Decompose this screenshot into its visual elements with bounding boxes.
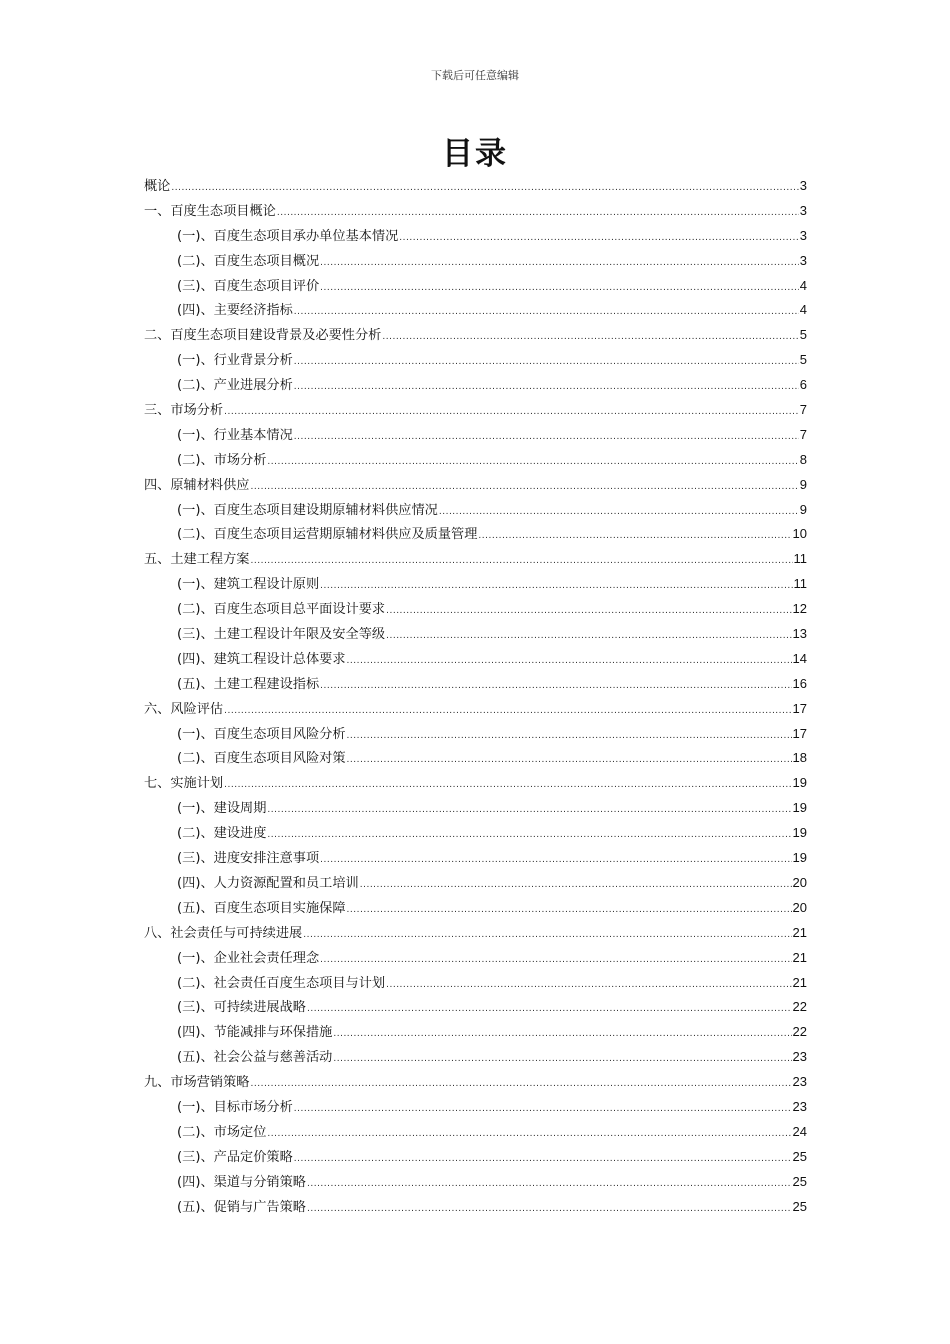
toc-entry-page-number: 21 [792,949,807,965]
toc-dot-leader [347,731,792,741]
toc-entry-page-number: 22 [792,999,807,1015]
toc-entry[interactable] [144,747,807,772]
toc-entry-label: (二)、产业进展分析 [177,378,293,394]
toc-entry[interactable] [144,996,807,1021]
toc-entry-label: (三)、土建工程设计年限及安全等级 [177,627,386,643]
toc-entry-label: (二)、市场定位 [177,1124,267,1140]
toc-entry-label: 四、原辅材料供应 [144,477,250,493]
toc-dot-leader [171,183,798,193]
toc-dot-leader [294,432,799,442]
toc-entry[interactable] [144,772,807,797]
toc-dot-leader [224,706,791,716]
toc-entry-label: (四)、人力资源配置和员工培训 [177,875,359,891]
toc-dot-leader [439,507,799,517]
toc-entry-page-number: 24 [792,1123,807,1139]
toc-entry[interactable] [144,523,807,548]
toc-entry[interactable] [144,947,807,972]
toc-entry-page-number: 25 [792,1148,807,1164]
toc-entry-page-number: 21 [792,974,807,990]
toc-entry-label: 三、市场分析 [144,403,224,419]
toc-entry-label: (五)、社会公益与慈善活动 [177,1050,333,1066]
toc-entry-label: 一、百度生态项目概论 [144,203,276,219]
toc-entry-page-number: 20 [792,874,807,890]
toc-entry-page-number: 21 [792,924,807,940]
toc-entry-page-number: 4 [799,302,807,318]
toc-entry-page-number: 18 [792,750,807,766]
toc-entry[interactable] [144,573,807,598]
toc-entry-page-number: 25 [792,1173,807,1189]
toc-entry-label: (四)、节能减排与环保措施 [177,1025,333,1041]
toc-dot-leader [333,1029,791,1039]
toc-entry-page-number: 23 [792,1074,807,1090]
toc-entry-label: (四)、主要经济指标 [177,303,293,319]
toc-dot-leader [386,980,791,990]
toc-entry[interactable] [144,1021,807,1046]
toc-entry-page-number: 3 [799,252,807,268]
toc-entry[interactable] [144,1121,807,1146]
toc-entry-label: (一)、行业背景分析 [177,353,293,369]
toc-entry-page-number: 5 [799,352,807,368]
toc-entry-label: (二)、百度生态项目风险对策 [177,751,346,767]
toc-entry[interactable] [144,250,807,275]
toc-entry-label: 二、百度生态项目建设背景及必要性分析 [144,328,382,344]
toc-dot-leader [307,1204,792,1214]
toc-entry-page-number: 7 [799,426,807,442]
toc-entry[interactable] [144,1096,807,1121]
toc-entry[interactable] [144,449,807,474]
toc-dot-leader [320,681,791,691]
toc-entry-page-number: 3 [799,202,807,218]
toc-entry-label: (一)、建设周期 [177,801,267,817]
toc-entry-page-number: 9 [799,476,807,492]
toc-entry[interactable] [144,1171,807,1196]
toc-entry-page-number: 9 [799,501,807,517]
toc-entry[interactable] [144,324,807,349]
toc-entry[interactable] [144,872,807,897]
toc-dot-leader [307,1004,792,1014]
toc-dot-leader [320,581,792,591]
toc-entry-page-number: 5 [799,327,807,343]
toc-entry[interactable] [144,972,807,997]
toc-dot-leader [307,1179,792,1189]
toc-entry-label: (二)、百度生态项目总平面设计要求 [177,602,386,618]
toc-entry[interactable] [144,474,807,499]
toc-entry[interactable] [144,424,807,449]
toc-entry-page-number: 7 [799,402,807,418]
toc-entry-page-number: 23 [792,1049,807,1065]
toc-entry-page-number: 12 [792,601,807,617]
toc-entry[interactable] [144,349,807,374]
toc-entry[interactable] [144,847,807,872]
toc-dot-leader [320,855,791,865]
toc-entry-page-number: 11 [793,576,807,592]
toc-dot-leader [294,357,799,367]
toc-entry-label: 五、土建工程方案 [144,552,250,568]
toc-entry[interactable] [144,399,807,424]
toc-entry[interactable] [144,1071,807,1096]
toc-entry-label: 八、社会责任与可持续进展 [144,925,303,941]
toc-entry-label: (一)、企业社会责任理念 [177,950,320,966]
toc-entry-label: 九、市场营销策略 [144,1075,250,1091]
toc-dot-leader [347,905,792,915]
toc-entry[interactable] [144,922,807,947]
toc-entry-page-number: 3 [799,227,807,243]
toc-entry-label: (三)、可持续进展战略 [177,1000,306,1016]
toc-entry[interactable] [144,225,807,250]
toc-entry-page-number: 19 [792,850,807,866]
toc-entry-label: (五)、百度生态项目实施保障 [177,900,346,916]
toc-dot-leader [251,1079,792,1089]
toc-entry[interactable] [144,299,807,324]
toc-entry-page-number: 3 [799,178,807,193]
toc-entry-page-number: 17 [792,725,807,741]
toc-dot-leader [267,805,791,815]
toc-dot-leader [386,606,791,616]
toc-entry-label: (五)、促销与广告策略 [177,1199,306,1215]
toc-entry-label: (一)、建筑工程设计原则 [177,577,320,593]
toc-entry[interactable] [144,623,807,648]
toc-dot-leader [267,1129,791,1139]
toc-entry-label: (一)、百度生态项目承办单位基本情况 [177,228,399,244]
toc-entry-page-number: 19 [792,775,807,791]
toc-entry-label: (一)、百度生态项目风险分析 [177,726,346,742]
toc-dot-leader [303,930,791,940]
toc-entry-page-number: 14 [792,650,807,666]
toc-entry-page-number: 25 [792,1198,807,1214]
toc-entry-page-number: 19 [792,825,807,841]
toc-entry-label: (一)、行业基本情况 [177,427,293,443]
toc-entry-label: 概论 [144,179,171,194]
toc-entry-label: (五)、土建工程建设指标 [177,676,320,692]
toc-entry-page-number: 22 [792,1024,807,1040]
toc-entry[interactable] [144,897,807,922]
toc-dot-leader [386,631,791,641]
toc-dot-leader [320,955,791,965]
toc-entry-page-number: 8 [799,451,807,467]
toc-entry-page-number: 17 [792,700,807,716]
toc-dot-leader [347,755,792,765]
toc-dot-leader [294,307,799,317]
toc-entry-label: (四)、建筑工程设计总体要求 [177,651,346,667]
toc-dot-leader [267,830,791,840]
toc-entry[interactable] [144,723,807,748]
toc-dot-leader [294,1154,792,1164]
toc-entry[interactable] [144,175,807,200]
table-of-contents [144,175,807,1220]
toc-entry-page-number: 23 [792,1098,807,1114]
toc-entry[interactable] [144,698,807,723]
toc-dot-leader [382,332,798,342]
toc-dot-leader [399,233,798,243]
toc-entry[interactable] [144,1046,807,1071]
toc-entry[interactable] [144,275,807,300]
toc-entry[interactable] [144,548,807,573]
toc-entry-label: (二)、市场分析 [177,452,267,468]
toc-entry-label: (三)、进度安排注意事项 [177,851,320,867]
toc-entry[interactable] [144,598,807,623]
toc-entry-label: 七、实施计划 [144,776,224,792]
toc-entry-page-number: 4 [799,277,807,293]
toc-dot-leader [478,531,791,541]
toc-entry-page-number: 19 [792,800,807,816]
toc-dot-leader [251,556,793,566]
toc-entry-page-number: 16 [792,675,807,691]
toc-entry-label: (一)、百度生态项目建设期原辅材料供应情况 [177,502,438,518]
toc-entry[interactable] [144,797,807,822]
toc-entry[interactable] [144,374,807,399]
toc-entry[interactable] [144,200,807,225]
toc-entry-label: (二)、建设进度 [177,826,267,842]
toc-dot-leader [224,407,799,417]
toc-dot-leader [320,258,799,268]
toc-entry-label: (二)、百度生态项目运营期原辅材料供应及质量管理 [177,527,478,543]
toc-entry-label: (三)、产品定价策略 [177,1149,293,1165]
toc-dot-leader [333,1054,791,1064]
toc-entry[interactable] [144,1196,807,1221]
toc-dot-leader [347,656,792,666]
toc-entry-label: 六、风险评估 [144,701,224,717]
toc-entry-page-number: 13 [792,626,807,642]
toc-dot-leader [251,482,799,492]
toc-entry-page-number: 20 [792,899,807,915]
toc-entry[interactable] [144,673,807,698]
toc-entry[interactable] [144,499,807,524]
toc-entry-page-number: 6 [799,377,807,393]
toc-entry-label: (三)、百度生态项目评价 [177,278,320,294]
toc-entry-label: (四)、渠道与分销策略 [177,1174,306,1190]
toc-entry-label: (二)、百度生态项目概况 [177,253,320,269]
toc-title: 目录 [442,136,508,172]
toc-dot-leader [360,880,792,890]
toc-dot-leader [320,283,799,293]
header-note: 下载后可任意编辑 [431,69,519,82]
toc-entry[interactable] [144,648,807,673]
toc-dot-leader [294,382,799,392]
toc-entry[interactable] [144,1146,807,1171]
toc-dot-leader [294,1104,792,1114]
toc-entry-label: (一)、目标市场分析 [177,1099,293,1115]
toc-entry-label: (二)、社会责任百度生态项目与计划 [177,975,386,991]
toc-entry-page-number: 11 [793,551,807,567]
toc-entry-page-number: 10 [792,526,807,542]
toc-dot-leader [277,208,799,218]
toc-dot-leader [224,780,791,790]
toc-dot-leader [267,457,798,467]
toc-entry[interactable] [144,822,807,847]
